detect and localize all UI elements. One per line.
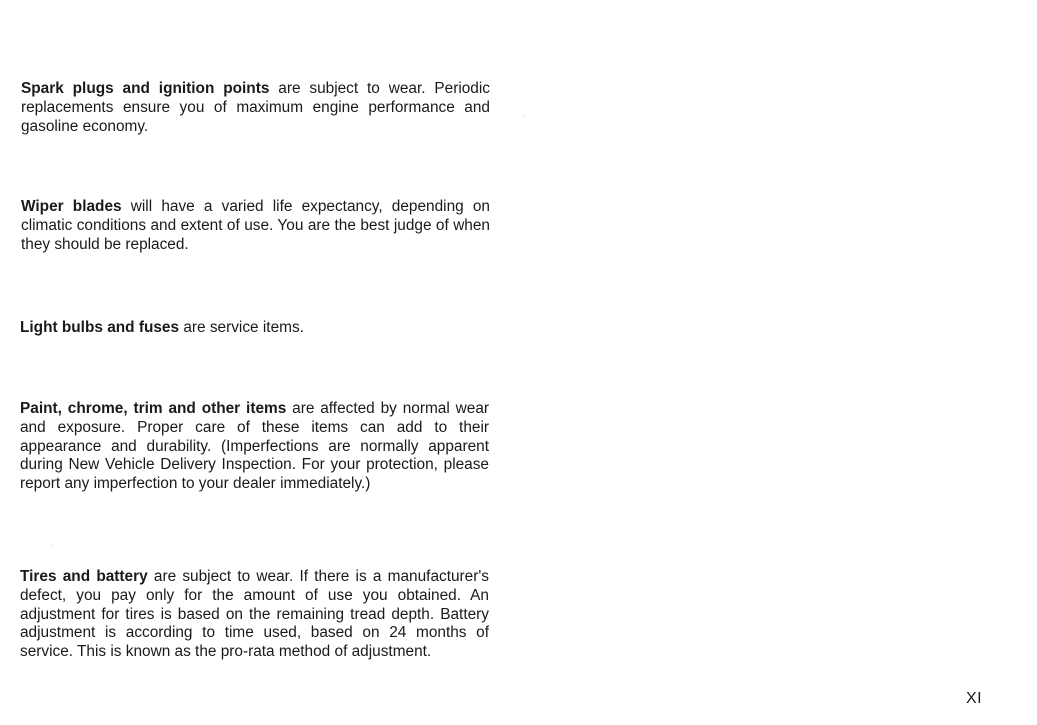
paragraph-lead: Tires and battery [20, 568, 148, 585]
paragraph-body: are subject to wear. If there is a manufacturer's defect, you pay only for the amount of use you obtained. An adjustment for tires is based on the remaining tread depth. Battery adjustment is according to time used, based on 24 months of service. This is known as the pro-rata method of adjustment. [20, 568, 489, 661]
paragraph-lead: Wiper blades [21, 198, 122, 215]
paragraph-body: will have a varied life expectancy, depending on climatic conditions and extent of use. You are the best judge of when they should be replaced. [21, 198, 490, 253]
paragraph-spark-plugs [21, 80, 490, 136]
paragraph-body: are service items. [179, 319, 304, 336]
paragraph-light-bulbs [20, 319, 489, 338]
scan-speck [52, 545, 53, 546]
paragraph-wiper-blades [21, 198, 490, 254]
paragraph-lead: Spark plugs and ignition points [21, 80, 270, 97]
paragraph-lead: Light bulbs and fuses [20, 319, 180, 336]
paragraph-tires-battery [20, 568, 489, 662]
paragraph-paint-chrome [20, 400, 489, 494]
paragraph-body: are subject to wear. Periodic replacements ensure you of maximum engine performance and gasoline economy. [21, 80, 490, 135]
page-number: XI [966, 690, 983, 707]
paragraph-lead: Paint, chrome, trim and other items [20, 400, 287, 417]
paragraph-body: are affected by normal wear and exposure. Proper care of these items can add to their appearance and durability. (Imperfections are normally apparent during New Vehicle Delivery Inspection. For your protection, please report any imperfection to your dealer immediately.) [20, 400, 490, 493]
scan-speck [524, 115, 525, 116]
